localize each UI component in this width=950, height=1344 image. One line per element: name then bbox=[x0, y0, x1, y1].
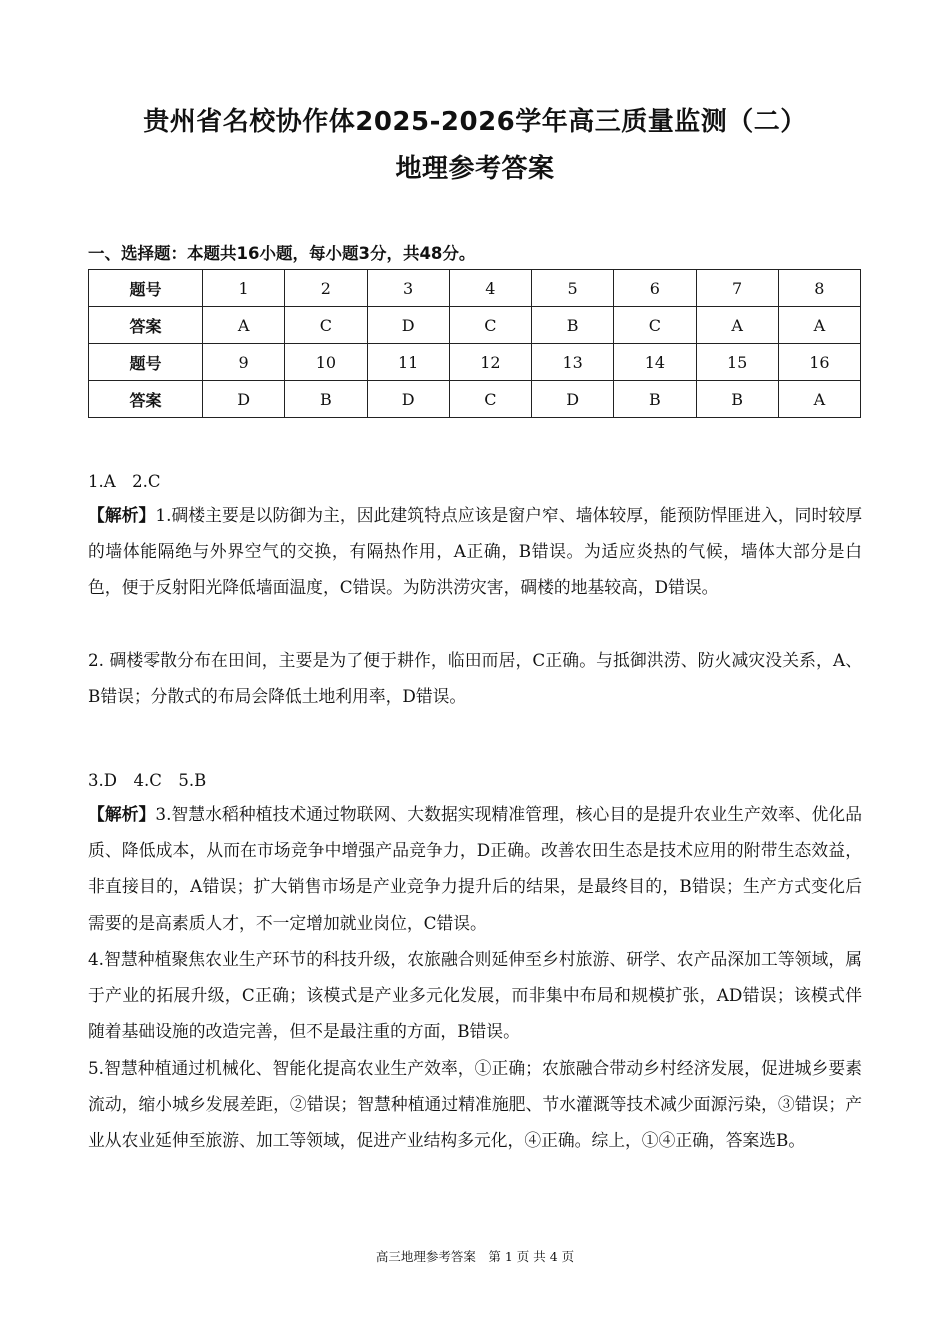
question-number: 10 bbox=[285, 344, 367, 381]
table-row bbox=[89, 270, 861, 307]
answer-table bbox=[88, 269, 861, 418]
question-number: 14 bbox=[614, 344, 696, 381]
answer-cell: C bbox=[285, 307, 367, 344]
table-row bbox=[89, 344, 861, 381]
table-row bbox=[89, 381, 861, 418]
explanation-q4: 4.智慧种植聚焦农业生产环节的科技升级，农旅融合则延伸至乡村旅游、研学、农产品深加工等领域，属于产业的拓展升级，C正确；该模式是产业多元化发展，而非集中布局和规模扩张，AD错误；该模式伴随着基础设施的改造完善，但不是最注重的方面，B错误。 bbox=[88, 949, 862, 1042]
answer-cell: C bbox=[449, 307, 531, 344]
document-title: 贵州省名校协作体2025-2026学年高三质量监测（二） bbox=[143, 107, 807, 137]
answer-summary-1-2: 1.A 2.C bbox=[88, 472, 161, 491]
question-number: 6 bbox=[614, 270, 696, 307]
row-label-answer: 答案 bbox=[89, 307, 203, 344]
answer-cell: A bbox=[778, 307, 860, 344]
answer-cell: A bbox=[696, 307, 778, 344]
question-number: 2 bbox=[285, 270, 367, 307]
answer-cell: A bbox=[778, 381, 860, 418]
explanation-q5: 5.智慧种植通过机械化、智能化提高农业生产效率，①正确；农旅融合带动乡村经济发展，促进城乡要素流动，缩小城乡发展差距，②错误；智慧种植通过精准施肥、节水灌溉等技术减少面源污染，③错误；产业从农业延伸至旅游、加工等领域，促进产业结构多元化，④正确。综上，①④正确，答案选B。 bbox=[88, 1058, 862, 1151]
question-number: 12 bbox=[449, 344, 531, 381]
question-number: 7 bbox=[696, 270, 778, 307]
section-heading: 一、选择题：本题共16小题，每小题3分，共48分。 bbox=[88, 244, 476, 263]
explanation-text: 1.碉楼主要是以防御为主，因此建筑特点应该是窗户窄、墙体较厚，能预防悍匪进入，同时较厚的墙体能隔绝与外界空气的交换，有隔热作用，A正确，B错误。为适应炎热的气候，墙体大部分是白色，便于反射阳光降低墙面温度，C错误。为防洪涝灾害，碉楼的地基较高，D错误。 bbox=[88, 505, 862, 598]
question-number: 1 bbox=[203, 270, 285, 307]
explanation-text: 3.智慧水稻种植技术通过物联网、大数据实现精准管理，核心目的是提升农业生产效率、优化品质、降低成本，从而在市场竞争中增强产品竞争力，D正确。改善农田生态是技术应用的附带生态效益，非直接目的，A错误；扩大销售市场是产业竞争力提升后的结果，是最终目的，B错误；生产方式变化后需要的是高素质人才，不一定增加就业岗位，C错误。 bbox=[88, 804, 862, 933]
question-number: 15 bbox=[696, 344, 778, 381]
answer-cell: D bbox=[203, 381, 285, 418]
answer-cell: B bbox=[285, 381, 367, 418]
explanation-q2: 2. 碉楼零散分布在田间，主要是为了便于耕作，临田而居，C正确。与抵御洪涝、防火减灾没关系，A、B错误；分散式的布局会降低土地利用率，D错误。 bbox=[88, 650, 862, 707]
analysis-tag: 【解析】 bbox=[88, 804, 156, 824]
question-number: 13 bbox=[532, 344, 614, 381]
table-row bbox=[89, 307, 861, 344]
answer-cell: D bbox=[367, 307, 449, 344]
question-number: 16 bbox=[778, 344, 860, 381]
answer-cell: B bbox=[696, 381, 778, 418]
row-label-answer: 答案 bbox=[89, 381, 203, 418]
question-number: 4 bbox=[449, 270, 531, 307]
page-footer: 高三地理参考答案 第 1 页 共 4 页 bbox=[375, 1249, 575, 1264]
question-number: 11 bbox=[367, 344, 449, 381]
answer-cell: B bbox=[614, 381, 696, 418]
answer-summary-3-5: 3.D 4.C 5.B bbox=[88, 771, 207, 790]
row-label-question: 题号 bbox=[89, 344, 203, 381]
answer-cell: C bbox=[449, 381, 531, 418]
question-number: 9 bbox=[203, 344, 285, 381]
question-number: 3 bbox=[367, 270, 449, 307]
question-number: 8 bbox=[778, 270, 860, 307]
answer-cell: A bbox=[203, 307, 285, 344]
answer-cell: D bbox=[367, 381, 449, 418]
document-subtitle: 地理参考答案 bbox=[395, 154, 555, 184]
explanation-q3 bbox=[88, 796, 862, 941]
answer-cell: C bbox=[614, 307, 696, 344]
answer-cell: D bbox=[532, 381, 614, 418]
question-number: 5 bbox=[532, 270, 614, 307]
row-label-question: 题号 bbox=[89, 270, 203, 307]
analysis-tag: 【解析】 bbox=[88, 505, 156, 525]
explanation-q1 bbox=[88, 497, 862, 606]
answer-cell: B bbox=[532, 307, 614, 344]
